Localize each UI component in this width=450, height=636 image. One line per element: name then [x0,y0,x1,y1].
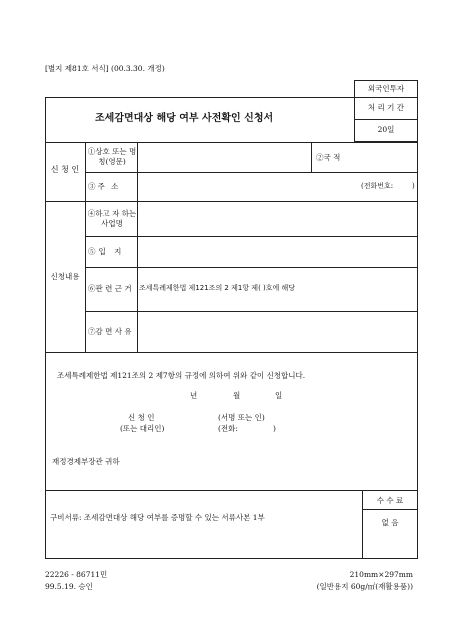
footer-approval: 99.5.19. 승인 [45,582,93,591]
fee-label: 수 수 료 [376,496,404,505]
exemption-reason-field[interactable] [138,312,417,351]
processing-period-value: 20일 [377,125,395,134]
declaration-signature: (서명 또는 인) [218,413,265,422]
company-name-field[interactable] [138,143,310,171]
foreign-investor-label: 외국인투자 [367,84,405,93]
footer-paper: (일반용지 60g/㎡(재활용품)) [316,582,413,591]
business-label: ④하고 자 하는 사업명 [87,209,137,228]
declaration-phone: (전화: [218,424,238,433]
declaration-statement: 조세특례제한법 제121조의 2 제7항의 규정에 의하여 위와 같이 신청합니다. [57,371,306,380]
declaration-agent: (또는 대리인) [120,424,165,433]
business-field[interactable] [138,202,417,235]
address-label: ③주 소 [88,182,121,191]
footer-size: 210mm×297mm [349,570,413,579]
nationality-label: ②국 적 [316,153,341,162]
declaration-phone-close: ) [273,424,276,433]
declaration-applicant: 신 청 인 [128,413,155,422]
legal-basis-text: 조세특례제한법 제121조의 2 제1항 제( )호에 해당 [139,284,296,292]
phone-label: (전화번호: [361,182,394,190]
form-title: 조세감면대상 해당 여부 사전확인 신청서 [95,113,274,124]
applicant-section-label: 신 청 인 [50,165,80,174]
fee-value: 없 음 [381,518,399,527]
legal-basis-label: ⑥판 련 근 거 [88,284,132,293]
location-field[interactable] [138,237,417,266]
form-number: [별지 제81호 서식] (00.3.30. 개정) [45,64,165,73]
date-day: 일 [275,391,283,400]
application-section-label: 신청내용 [50,272,80,281]
footer-code: 22226 - 86711민 [45,570,108,579]
processing-period-label: 처 리 기 간 [367,103,405,112]
nationality-field[interactable] [352,143,417,171]
company-name-label: ①상호 또는 명칭(영문) [87,147,137,166]
address-field[interactable] [138,173,358,200]
location-label: ⑤입 지 [88,247,125,256]
exemption-reason-label: ⑦감 면 사 유 [88,327,132,336]
addressee: 재정경제부장관 귀하 [52,457,120,466]
date-year: 년 [190,391,198,400]
phone-close: ) [412,182,415,190]
date-month: 월 [233,391,241,400]
attachments-text: 구비서류: 조세감면대상 해당 여부를 증명할 수 있는 서류사본 1부 [50,513,265,522]
